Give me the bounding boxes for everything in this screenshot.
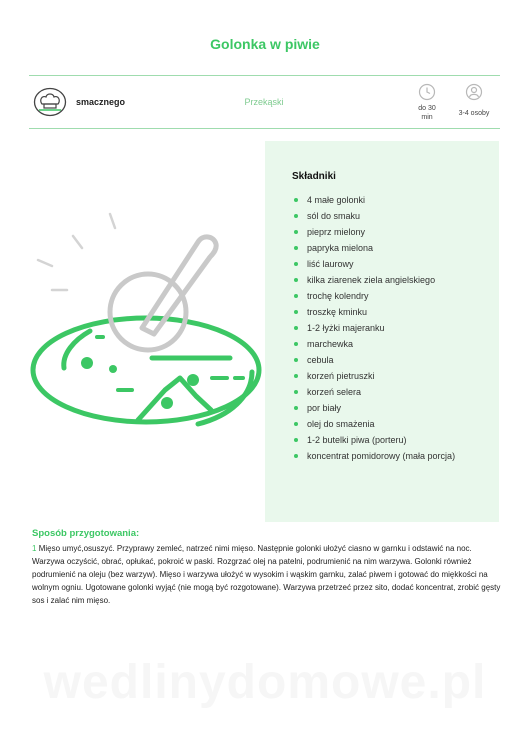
cook-time (412, 104, 442, 122)
ingredient-item: sól do smaku (307, 208, 487, 224)
ingredients-title: Składniki (292, 171, 336, 182)
servings: 3-4 osoby (458, 110, 490, 117)
chef-hat-icon (33, 87, 67, 117)
ingredient-item: pieprz mielony (307, 224, 487, 240)
watermark: wedlinydomowe.pl (43, 656, 487, 709)
ingredient-item: 1-2 butelki piwa (porteru) (307, 432, 487, 448)
header-divider-top (29, 75, 500, 76)
ingredient-item: troszkę kminku (307, 304, 487, 320)
step-number: 1 (32, 544, 37, 553)
ingredient-item: liść laurowy (307, 256, 487, 272)
step-text: Mięso umyć,osuszyć. Przyprawy zemleć, natrzeć nimi mięso. Następnie golonki ułożyć ciasno w garnku i odstawić na noc. Warzywa oczyścić, obrać, opłukać, pokroić w paski. Rozgrzać olej na patelni, podrumienić na nim warzywa. Golonki również podrumienić na oleju (bez warzyw). Mięso i warzywa ułożyć w wysokim i wąskim garnku, zalać piwem i gotować do miękkości na wolnym ogniu. Ugotowane golonki wyjąć (nie mogą być rozgotowane). Warzywa przetrzeć przez sito, dodać koncentrat, zrobić gęsty sos i zalać nim mięso. (32, 544, 501, 605)
brand-name: smacznego (76, 97, 126, 107)
ingredient-item: kilka ziarenek ziela angielskiego (307, 272, 487, 288)
clock-icon (418, 83, 436, 101)
ingredients-panel (265, 141, 499, 522)
ingredient-item: koncentrat pomidorowy (mała porcja) (307, 448, 487, 464)
header-divider-bottom (29, 128, 500, 129)
ingredient-item: marchewka (307, 336, 487, 352)
preparation-step (32, 542, 502, 607)
cook-time-value: do 30 (418, 105, 436, 112)
preparation-title: Sposób przygotowania: (32, 528, 140, 539)
ingredient-item: por biały (307, 400, 487, 416)
ingredient-item: cebula (307, 352, 487, 368)
ingredient-item: korzeń selera (307, 384, 487, 400)
ingredient-item: korzeń pietruszki (307, 368, 487, 384)
recipe-category[interactable]: Przekąski (244, 97, 284, 107)
cook-time-unit: min (421, 114, 433, 121)
ingredient-item: papryka mielona (307, 240, 487, 256)
recipe-title: Golonka w piwie (210, 36, 320, 52)
ingredient-item: trochę kolendry (307, 288, 487, 304)
user-icon (465, 83, 483, 101)
ingredient-item: olej do smażenia (307, 416, 487, 432)
ingredient-item: 1-2 łyżki majeranku (307, 320, 487, 336)
pizza-cutter-illustration (30, 200, 270, 440)
ingredients-list (307, 192, 487, 464)
ingredient-item: 4 małe golonki (307, 192, 487, 208)
